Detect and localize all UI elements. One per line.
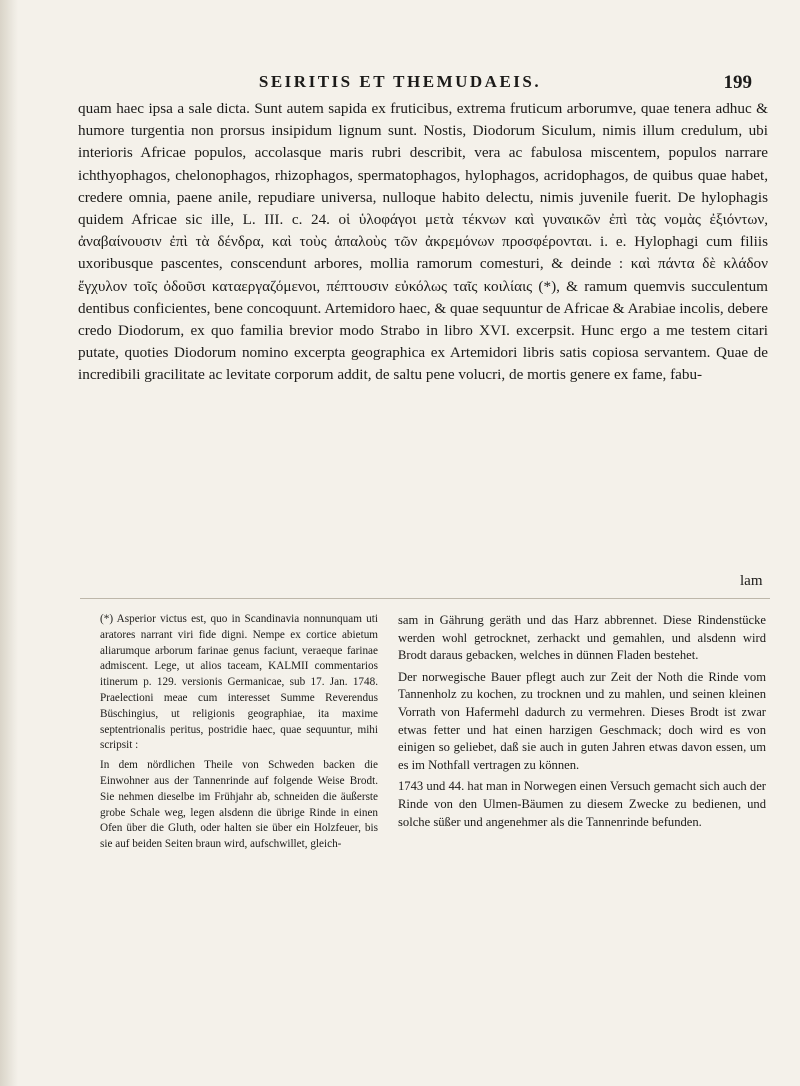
- main-text-block: [78, 98, 768, 387]
- footnote-german-quote-start: In dem nördlichen Theile von Schweden backen die Einwohner aus der Tannenrinde auf folgende Weise Brodt. Sie nehmen dieselbe im Frühjahr ab, schneiden die äußerste grobe Schale weg, legen alsdenn die übrige Rinde in einen Ofen über die Gluth, oder halten sie über ein Holzfeuer, bis sie auf beiden Seiten braun wird, aufschwillet, gleich-: [100, 759, 378, 851]
- page-gutter-shadow: [0, 0, 18, 1086]
- catchword: lam: [740, 573, 763, 589]
- footnote-german-paragraph-2: Der norwegische Bauer pflegt auch zur Zeit der Noth die Rinde vom Tannenholz zu kochen, zu trocknen und zu mahlen, und seinen kleinen Vorrath von Hafermehl dadurch zu vermehren. Dieses Brodt ist zwar etwas fetter und hat einen harzigen Geschmack; doch wird es von einigen so geliebet, daß sie auch in guten Jahren etwas davon essen, um es im Nothfall vertragen zu können.: [398, 669, 766, 772]
- footnote-latin-paragraph: (*) Asperior victus est, quo in Scandinavia nonnunquam uti aratores narrant viri fide digni. Nempe ex cortice abietum aliarumque arborum farinae genus faciunt, veraeque farinae admiscent. Lege, ut alios taceam, KALMII commentarios itinerum p. 129. versionis Germanicae, sub 17. Jan. 1748. Praelectioni meae cum interesset Summe Reverendus Büschingius, ut religionis geographiae, ita maxime septentrionalis peritus, postridie haec, quae sequuntur, mihi scripsit :: [100, 613, 378, 752]
- footnote-divider: [80, 598, 770, 599]
- footnote-right-column: [398, 612, 766, 835]
- running-head: [0, 72, 800, 96]
- main-paragraph: quam haec ipsa a sale dicta. Sunt autem sapida ex fruticibus, extrema fruticum arborumve, quae tenera adhuc & humore turgentia non prorsus insipidum lignum sunt. Nostis, Diodorum Siculum, nimis illum credulum, ubi interioris Africae populos, accolasque maris rubri describit, vera ac fabulosa miscentem, populos narrare ichthyophagos, chelonophagos, rhizophagos, spermatophagos, hylophagos, acridophagos, de quibus quae habet, credere omnia, paene anile, repudiare universa, nulloque habito delectu, nimis juvenile fuerit. De hylophagis quidem Africae sic ille, L. III. c. 24. οἱ ὑλοφάγοι μετὰ τέκνων καὶ γυναικῶν ἐπὶ τὰς νομὰς ἐξιόντων, ἀναβαίνουσιν ἐπὶ τὰ δένδρα, καὶ τοὺς ἁπαλοὺς τῶν ἀκρεμόνων προσφέρονται. i. e. Hylophagi cum filiis uxoribusque pascentes, conscendunt arbores, mollia ramorum comesturi, & deinde : καὶ πάντα δὲ κλάδον ἔγχυλον τοῖς ὀδοῦσι καταεργαζόμενοι, πέπτουσιν εὐκόλως ταῖς κοιλίαις (*), & ramum quemvis succulentum dentibus conficientes, bene concoquunt. Artemidoro haec, & quae sequuntur de Africae & Arabiae incolis, debere credo Diodorum, ex quo familia brevior modo Strabo in libro XVI. excerpsit. Hunc ergo a me testem citari putate, quoties Diodorum nomino excerpta geographica ex Artemidori libris satis copiosa servantem. Quae de incredibili gracilitate ac levitate corporum addit, de saltu pene volucri, de mortis genere ex fame, fabu-: [78, 100, 768, 384]
- footnote-german-paragraph-1: sam in Gährung geräth und das Harz abbrennet. Diese Rindenstücke werden wohl getrocknet, zerhackt und gemahlen, und alsdenn wird Brodt daraus gebacken, welches in dünnen Fladen bestehet.: [398, 613, 766, 663]
- page-number: 199: [723, 72, 752, 93]
- footnote-german-paragraph-3: 1743 und 44. hat man in Norwegen einen Versuch gemacht sich auch der Rinde von den Ulmen-Bäumen zu diesem Zwecke zu bedienen, und solche süßer und angenehmer als die Tannenrinde befunden.: [398, 779, 766, 829]
- footnote-left-column: [100, 612, 378, 857]
- running-head-title: SEIRITIS ET THEMUDAEIS.: [258, 72, 542, 91]
